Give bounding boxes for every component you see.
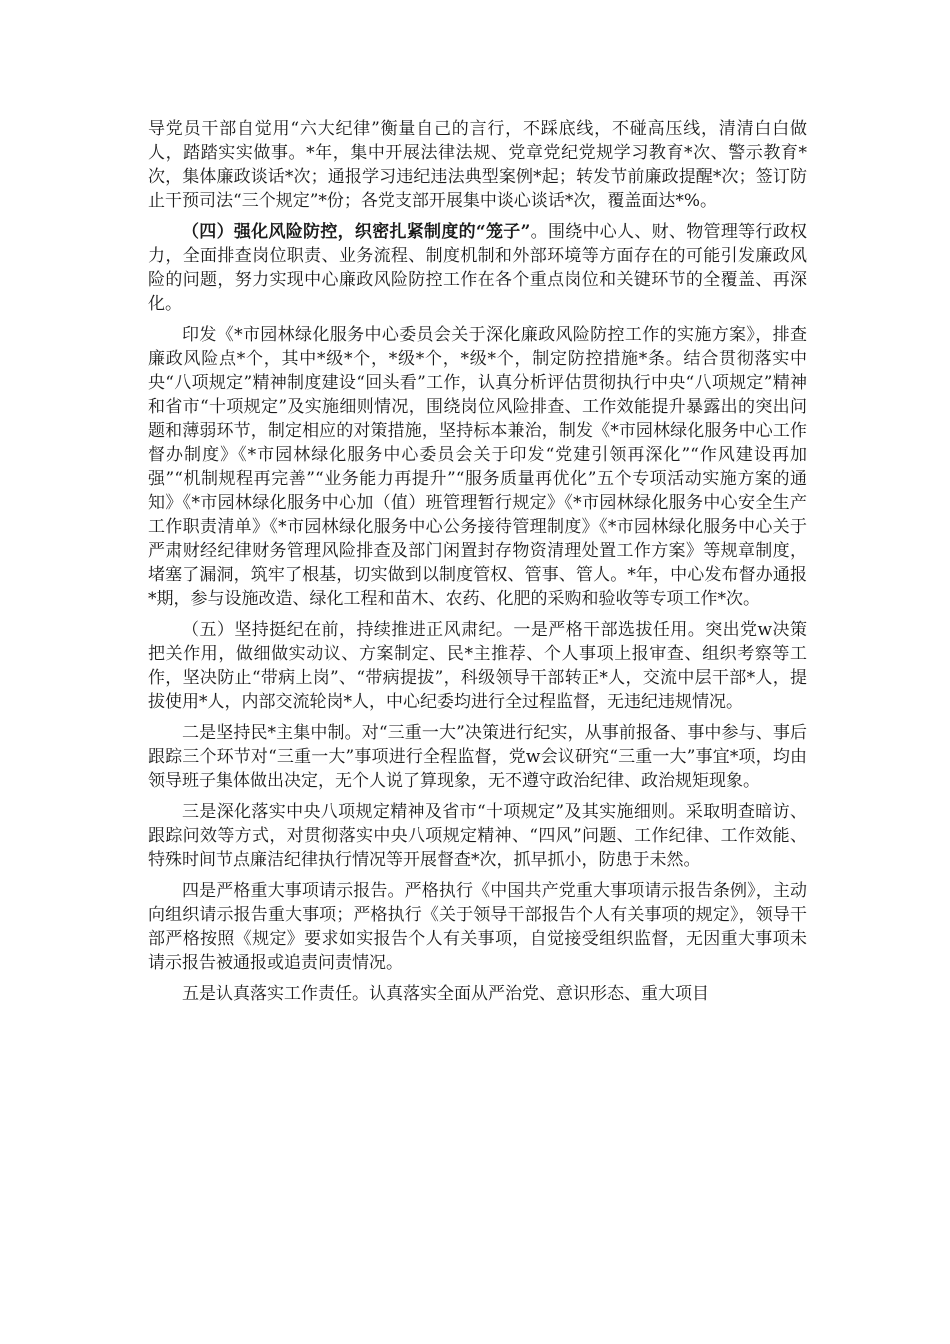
- paragraph-4-section-five: [148, 618, 807, 714]
- paragraph-4-text: （五）坚持挺纪在前，持续推进正风肃纪。一是严格干部选拔任用。突出党w决策把关作用，做细做实动议、方案制定、民*主推荐、个人事项上报审查、组织考察等工作，坚决防止“带病上岗”、“带病提拔”，科级领导干部转正*人，交流中层干部*人，提拔使用*人，内部交流轮岗*人，中心纪委均进行全过程监督，无违纪违规情况。: [148, 620, 807, 712]
- paragraph-6-text: 三是深化落实中央八项规定精神及省市“十项规定”及其实施细则。采取明查暗访、跟踪问效等方式，对贯彻落实中央八项规定精神、“四风”问题、工作纪律、工作效能、特殊时间节点廉洁纪律执行情况等开展督查*次，抓早抓小，防患于未然。: [148, 802, 807, 870]
- paragraph-1: [148, 117, 807, 213]
- paragraph-8-text: 五是认真落实工作责任。认真落实全面从严治党、意识形态、重大项目: [182, 984, 709, 1004]
- paragraph-5-text: 二是坚持民*主集中制。对“三重一大”决策进行纪实，从事前报备、事中参与、事后跟踪三个环节对“三重一大”事项进行全程监督，党w会议研究“三重一大”事宜*项，均由领导班子集体做出决定，无个人说了算现象，无不遵守政治纪律、政治规矩现象。: [148, 723, 807, 791]
- paragraph-3-text: 印发《*市园林绿化服务中心委员会关于深化廉政风险防控工作的实施方案》，排查廉政风险点*个，其中*级*个，*级*个，*级*个，制定防控措施*条。结合贯彻落实中央“八项规定”精神制度建设“回头看”工作，认真分析评估贯彻执行中央“八项规定”精神和省市“十项规定”及实施细则情况，围绕岗位风险排查、工作效能提升暴露出的突出问题和薄弱环节，制定相应的对策措施，坚持标本兼治，制发《*市园林绿化服务中心工作督办制度》《*市园林绿化服务中心委员会关于印发“党建引领再深化”“作风建设再加强”“机制规程再完善”“业务能力再提升”“服务质量再优化”五个专项活动实施方案的通知》《*市园林绿化服务中心加（值）班管理暂行规定》《*市园林绿化服务中心安全生产工作职责清单》《*市园林绿化服务中心公务接待管理制度》《*市园林绿化服务中心关于严肃财经纪律财务管理风险排查及部门闲置封存物资清理处置工作方案》等规章制度，堵塞了漏洞，筑牢了根基，切实做到以制度管权、管事、管人。*年，中心发布督办通报*期，参与设施改造、绿化工程和苗木、农药、化肥的采购和验收等专项工作*次。: [148, 325, 807, 609]
- document-body: [148, 117, 807, 1013]
- section-heading-four: （四）强化风险防控，织密扎紧制度的“笼子”: [182, 222, 531, 242]
- paragraph-8: [148, 982, 807, 1006]
- paragraph-2-section-heading: [148, 220, 807, 316]
- paragraph-6: [148, 800, 807, 872]
- paragraph-7: [148, 879, 807, 975]
- paragraph-1-text: 导党员干部自觉用“六大纪律”衡量自己的言行，不踩底线，不碰高压线，清清白白做人，踏踏实实做事。*年，集中开展法律法规、党章党纪党规学习教育*次、警示教育*次，集体廉政谈话*次；通报学习违纪违法典型案例*起；转发节前廉政提醒*次；签订防止干预司法“三个规定”*份；各党支部开展集中谈心谈话*次，覆盖面达*%。: [148, 119, 807, 211]
- paragraph-7-text: 四是严格重大事项请示报告。严格执行《中国共产党重大事项请示报告条例》，主动向组织请示报告重大事项；严格执行《关于领导干部报告个人有关事项的规定》，领导干部严格按照《规定》要求如实报告个人有关事项，自觉接受组织监督，无因重大事项未请示报告被通报或追责问责情况。: [148, 881, 807, 973]
- paragraph-3: [148, 323, 807, 611]
- paragraph-5: [148, 721, 807, 793]
- paragraph-2-text: 。围绕中心人、财、物管理等行政权力，全面排查岗位职责、业务流程、制度机制和外部环境等方面存在的可能引发廉政风险的问题，努力实现中心廉政风险防控工作在各个重点岗位和关键环节的全覆盖、再深化。: [148, 222, 807, 314]
